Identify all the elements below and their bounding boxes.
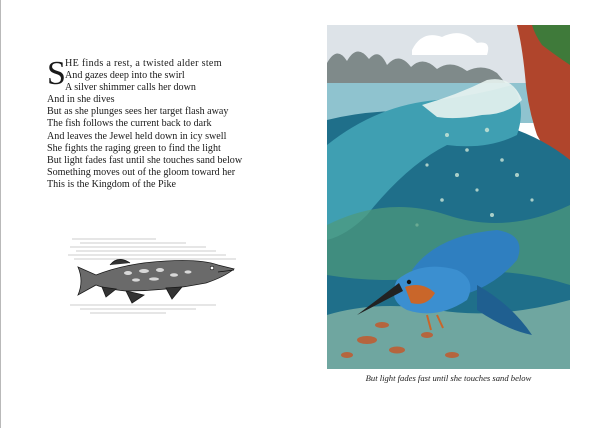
poem-line-9: But light fades fast until she touches sand below [47, 154, 243, 166]
poem-line-11: This is the Kingdom of the Pike [47, 178, 176, 190]
poem-line-5: But as she plunges sees her target flash away [47, 106, 229, 118]
pike-body [78, 259, 234, 303]
poem-line-8: She fights the raging green to find the light [47, 142, 221, 154]
page-edge [0, 0, 1, 428]
drop-cap: S [47, 55, 66, 92]
poem-line-4: And in she dives [47, 94, 115, 106]
pike-engraving [66, 225, 241, 320]
poem-line-7: And leaves the Jewel held down in icy swell [47, 130, 227, 142]
poem-line-1: HE finds a rest, a twisted alder stem [65, 58, 222, 69]
kingfisher-painting [327, 25, 570, 369]
poem-line-2: And gazes deep into the swirl [65, 70, 185, 82]
poem-line-6: The fish follows the current back to dark [47, 118, 212, 130]
kingfisher-eye [407, 280, 411, 284]
pike-eye [210, 266, 214, 270]
poem-line-10: Something moves out of the gloom toward her [47, 166, 236, 178]
poem-line-3: A silver shimmer calls her down [65, 82, 196, 94]
painting-caption: But light fades fast until she touches sand below [365, 373, 532, 383]
poem-first-stanza-start [47, 55, 297, 94]
poem [47, 55, 297, 191]
